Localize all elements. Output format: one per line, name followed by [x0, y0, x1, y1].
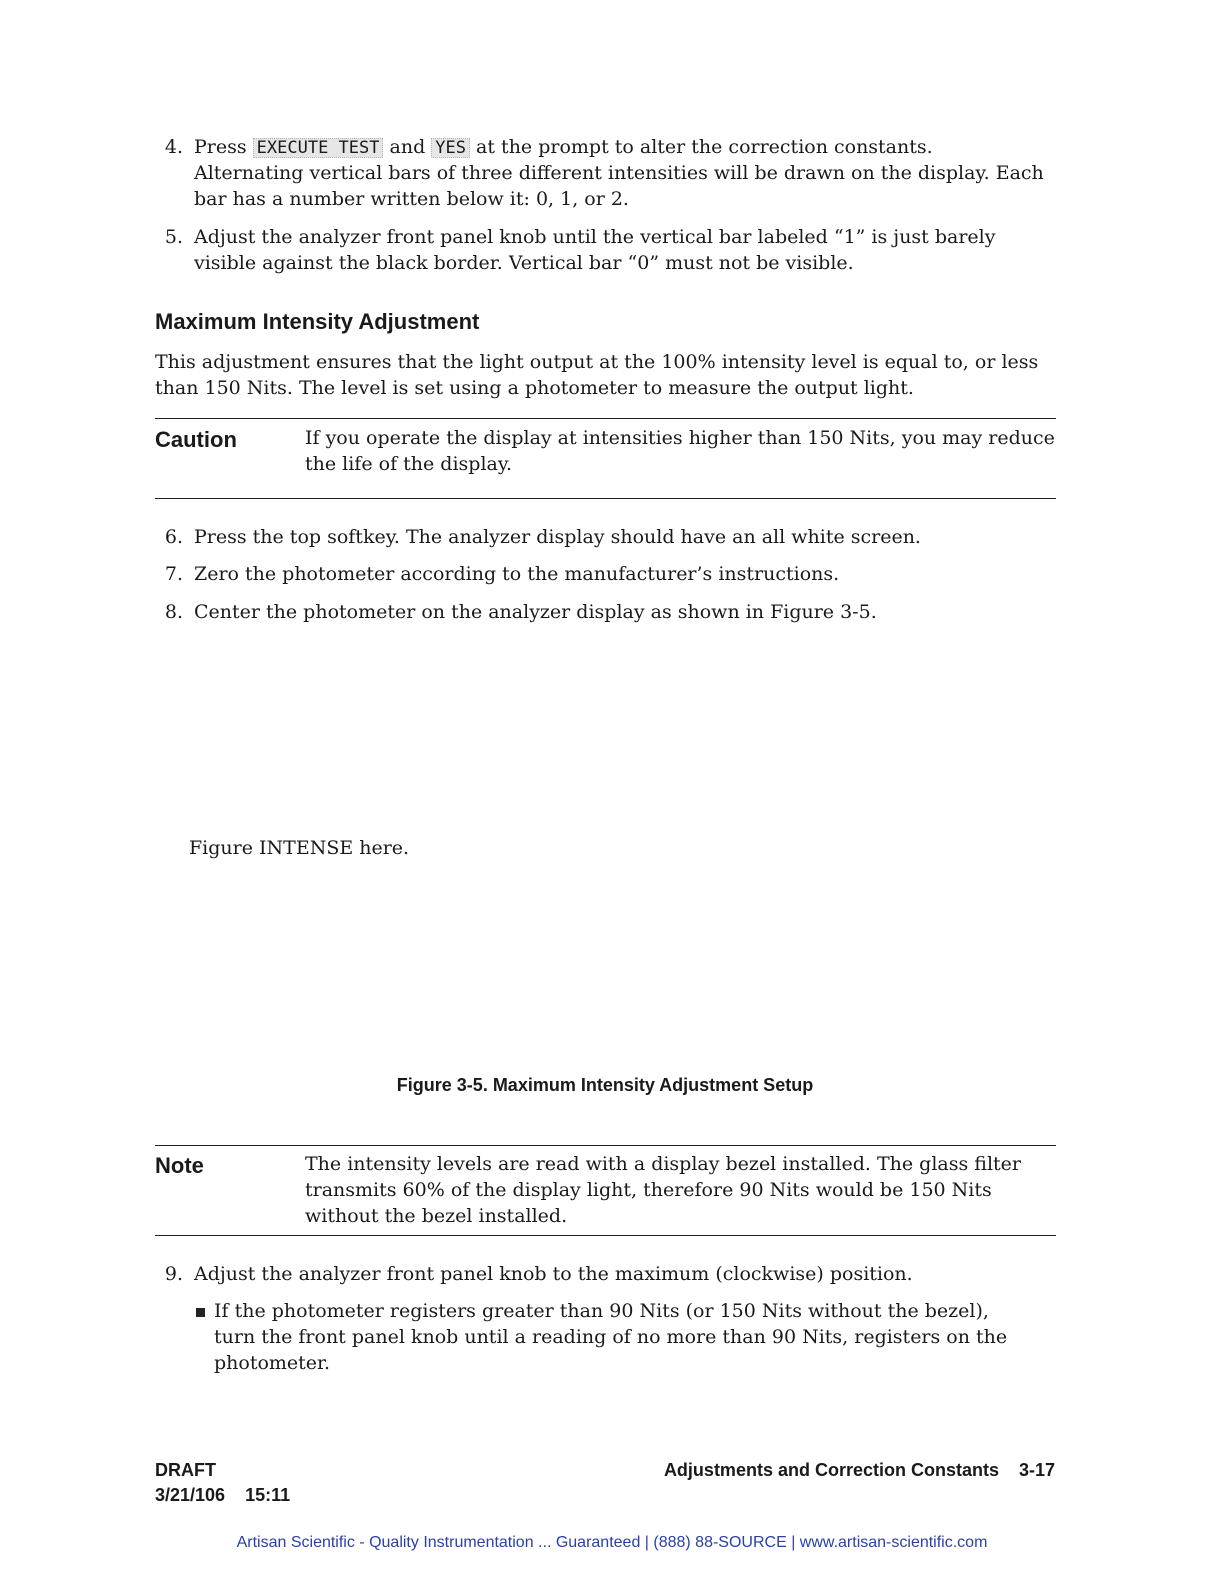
- step-4-line-2: Alternating vertical bars of three different intensities will be drawn on the display. Each: [194, 162, 1044, 184]
- step-number: 4.: [164, 136, 183, 158]
- step-number: 9.: [164, 1263, 183, 1285]
- footer-running-title: [664, 1457, 1055, 1483]
- step-9-bullet-line-2: turn the front panel knob until a reading of no more than 90 Nits, registers on the: [214, 1326, 1008, 1348]
- step-number: 7.: [164, 563, 183, 585]
- note-line-1: The intensity levels are read with a display bezel installed. The glass filter: [305, 1153, 1021, 1175]
- note-top-rule: [155, 1145, 1056, 1146]
- step-number: 6.: [164, 526, 183, 548]
- page-number: 3-17: [1018, 1460, 1055, 1480]
- caution-label: Caution: [155, 427, 237, 452]
- step-8-text: Center the photometer on the analyzer display as shown in Figure 3-5.: [194, 601, 877, 623]
- caution-line-1: If you operate the display at intensities higher than 150 Nits, you may reduce: [305, 427, 1055, 449]
- step-9-text: Adjust the analyzer front panel knob to the maximum (clockwise) position.: [194, 1263, 913, 1285]
- footer-chapter: Adjustments and Correction Constants: [663, 1460, 999, 1480]
- step-6-text: Press the top softkey. The analyzer display should have an all white screen.: [194, 526, 921, 548]
- caution-bottom-rule: [155, 498, 1056, 499]
- bullet-square-icon: [196, 1308, 205, 1317]
- footer-timestamp: [155, 1482, 290, 1508]
- note-bottom-rule: [155, 1235, 1056, 1236]
- section-intro-line-1: This adjustment ensures that the light output at the 100% intensity level is equal to, or less: [155, 351, 1039, 373]
- footer-draft: DRAFT: [155, 1460, 216, 1480]
- vendor-banner-link[interactable]: Artisan Scientific - Quality Instrumentation ... Guaranteed | (888) 88-SOURCE | www.artisan-scientific.com: [236, 1534, 988, 1551]
- step-number: 5.: [164, 226, 183, 248]
- step-9-bullet-line-3: photometer.: [214, 1352, 331, 1374]
- step-9-bullet-line-1: If the photometer registers greater than 90 Nits (or 150 Nits without the bezel),: [214, 1300, 989, 1322]
- footer-date: 3/21/106: [155, 1485, 226, 1505]
- footer-time: 15:11: [245, 1485, 291, 1505]
- step-5-line-2: visible against the black border. Vertical bar “0” must not be visible.: [194, 252, 854, 274]
- step-number: 8.: [164, 601, 183, 623]
- figure-placeholder: Figure INTENSE here.: [189, 837, 410, 859]
- step-4-line-1: Press EXECUTE TEST and YES at the prompt to alter the correction constants.: [194, 136, 933, 158]
- step-5-line-1: Adjust the analyzer front panel knob until the vertical bar labeled “1” is just barely: [194, 226, 996, 248]
- caution-top-rule: [155, 418, 1056, 419]
- execute-test-softkey[interactable]: EXECUTE TEST: [253, 138, 384, 158]
- section-heading: Maximum Intensity Adjustment: [155, 309, 480, 334]
- figure-caption: Figure 3-5. Maximum Intensity Adjustment Setup: [396, 1075, 814, 1095]
- step-7-text: Zero the photometer according to the manufacturer’s instructions.: [194, 563, 840, 585]
- section-intro-line-2: than 150 Nits. The level is set using a photometer to measure the output light.: [155, 377, 914, 399]
- yes-softkey[interactable]: YES: [431, 138, 470, 158]
- note-line-2: transmits 60% of the display light, therefore 90 Nits would be 150 Nits: [305, 1179, 992, 1201]
- caution-line-2: the life of the display.: [305, 453, 513, 475]
- step-4-line-3: bar has a number written below it: 0, 1, or 2.: [194, 188, 629, 210]
- note-line-3: without the bezel installed.: [305, 1205, 568, 1227]
- note-label: Note: [155, 1153, 204, 1178]
